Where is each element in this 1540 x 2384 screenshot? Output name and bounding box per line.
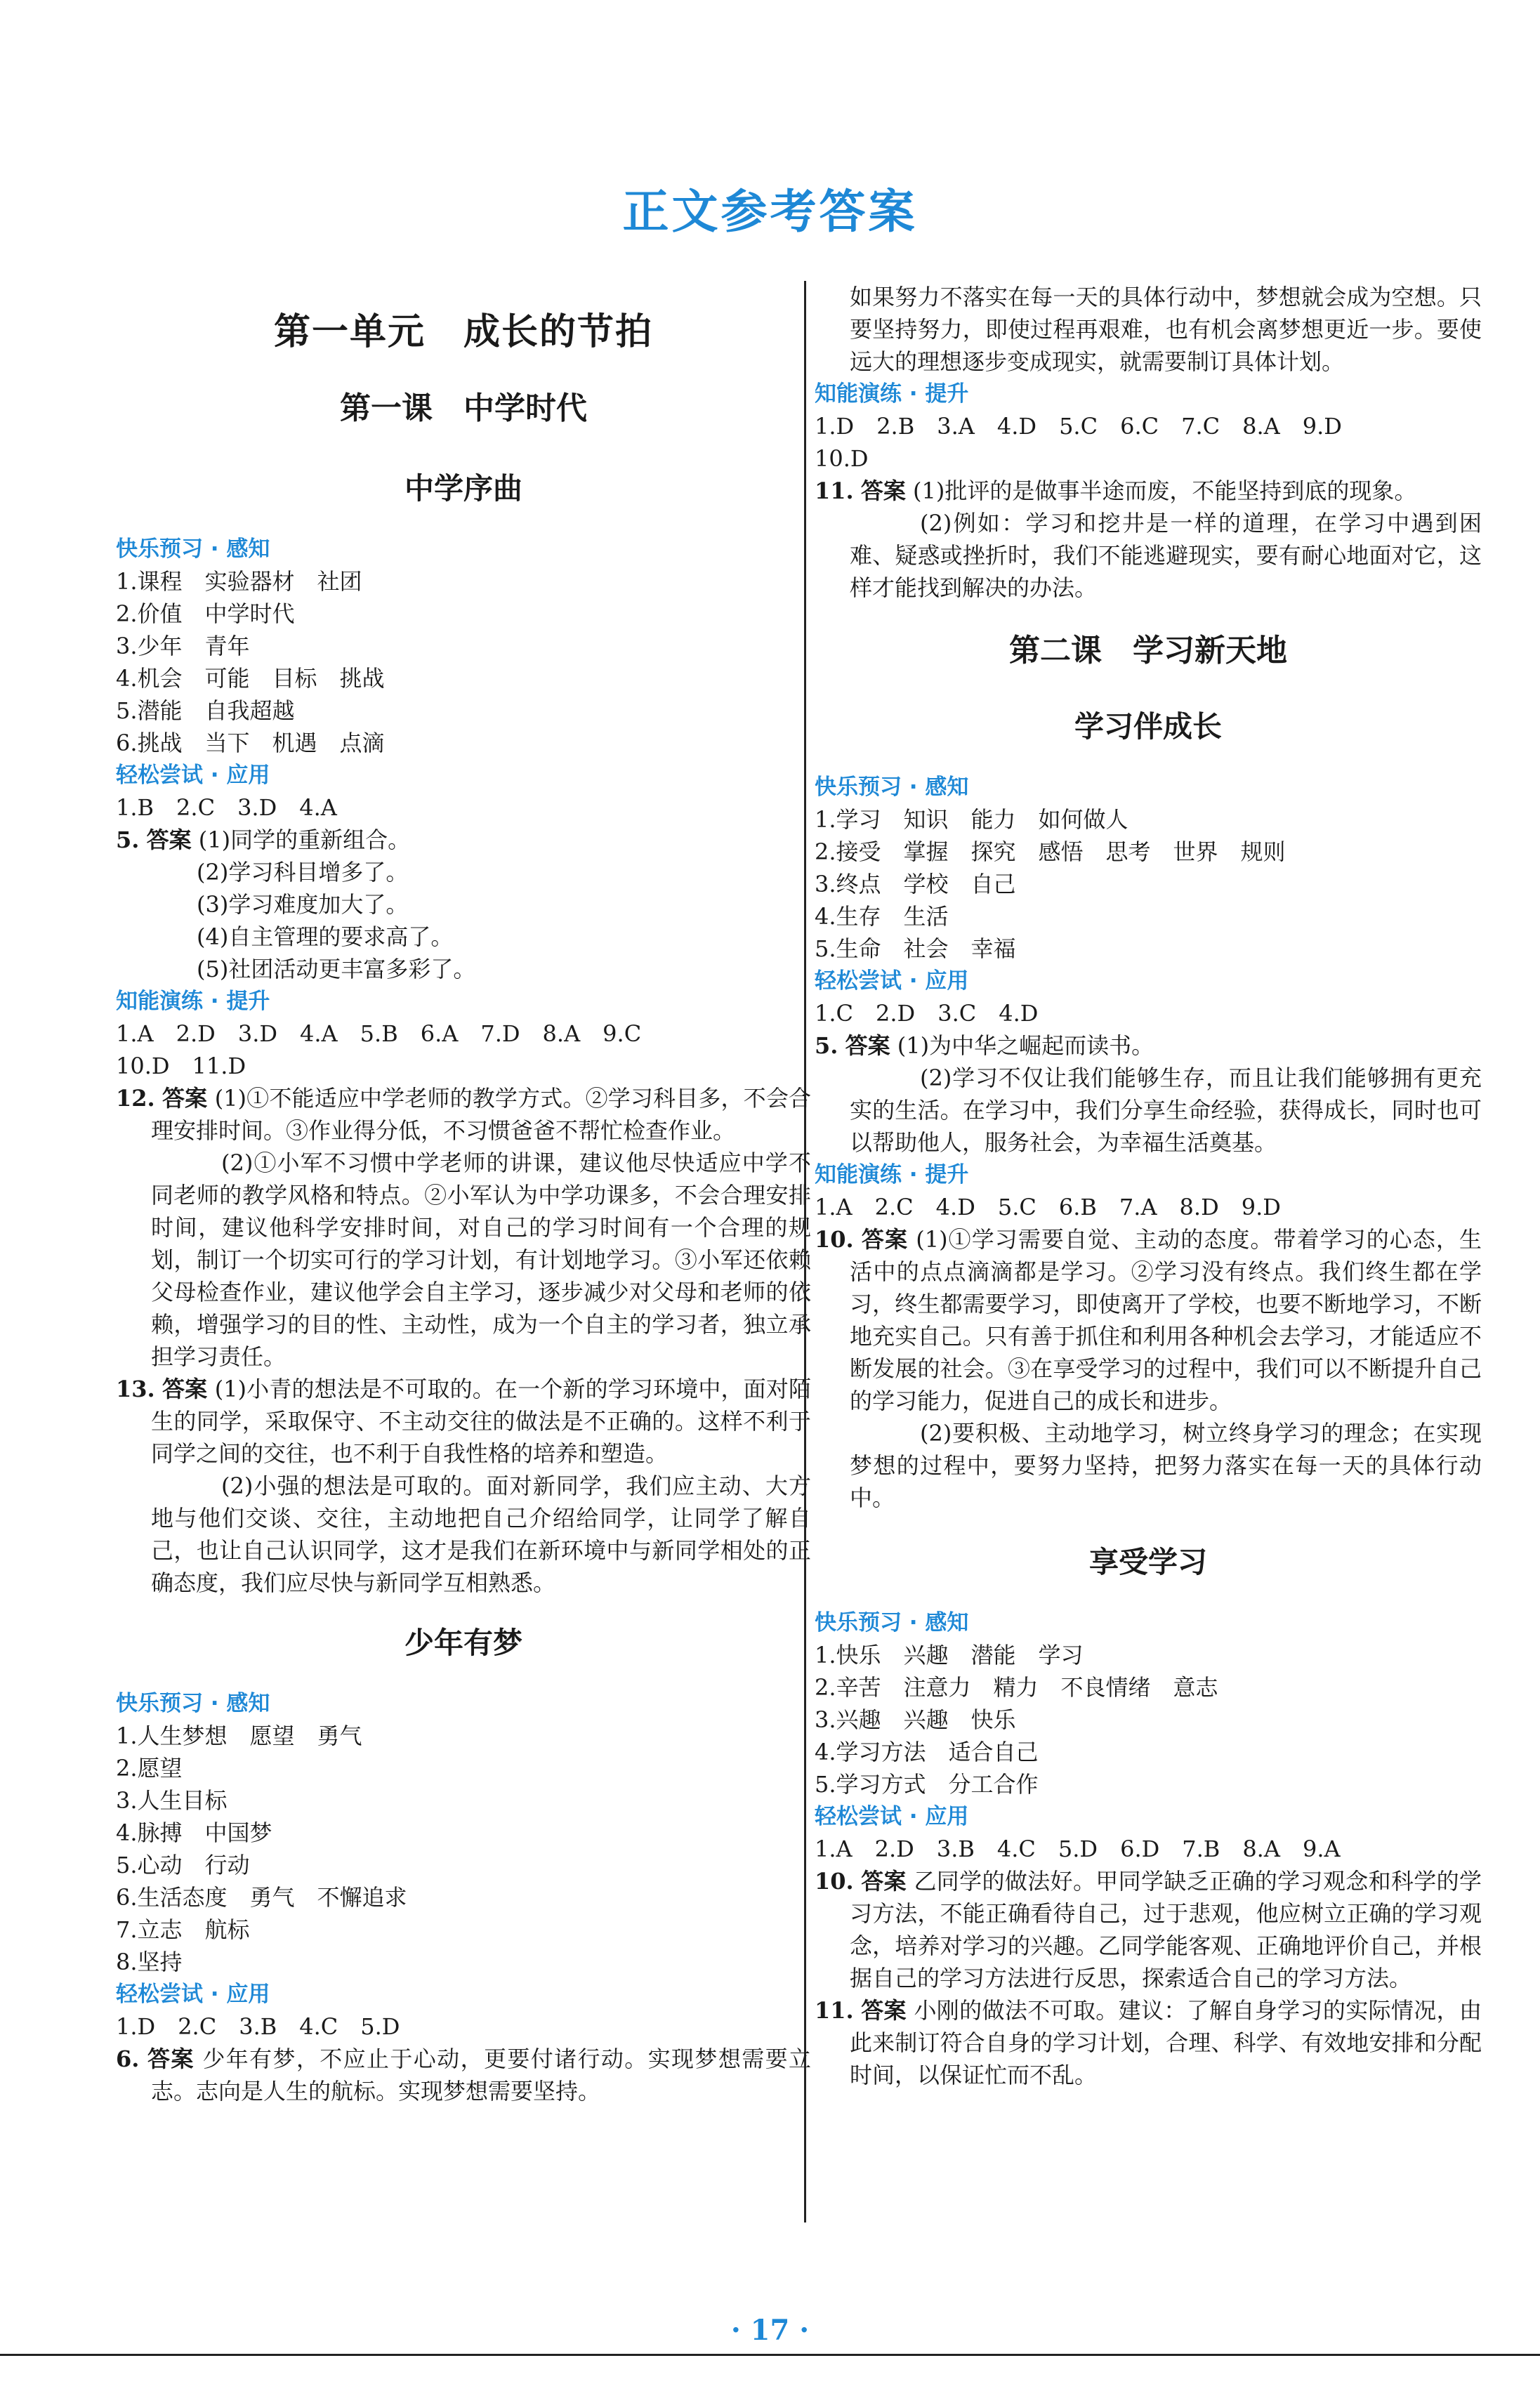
answer-line: 4.脉搏 中国梦 [116, 1819, 272, 1846]
section-band: 知能演练 · 提升 [815, 1162, 969, 1187]
answer-label: 答案 [162, 1085, 208, 1112]
answer-line: 3.人生目标 [116, 1787, 228, 1814]
answer-line: 2.接受 掌握 探究 感悟 思考 世界 规则 [815, 838, 1286, 865]
answer-paragraph [815, 1029, 1482, 1062]
answer-line: 1.A 2.D 3.B 4.C 5.D 6.D 7.B 8.A 9.A [815, 1836, 1341, 1862]
answer-paragraph [815, 1223, 1482, 1417]
answer-line: 2.愿望 [116, 1755, 183, 1782]
answer-line: 10.D 11.D [116, 1053, 246, 1079]
answer-paragraph [815, 475, 1482, 507]
section-band: 快乐预习 · 感知 [116, 536, 270, 562]
footer-rule [0, 2354, 1540, 2356]
answer-line: 5.心动 行动 [116, 1852, 250, 1878]
answer-line: 1.C 2.D 3.C 4.D [815, 1000, 1039, 1027]
answer-line: 5.生命 社会 幸福 [815, 935, 1016, 962]
answer-line: 1.A 2.C 4.D 5.C 6.B 7.A 8.D 9.D [815, 1194, 1281, 1220]
question-number: 5. [815, 1032, 838, 1059]
section-title: 学习伴成长 [1074, 709, 1222, 744]
answer-text: 乙同学的做法好。甲同学缺乏正确的学习观念和科学的学习方法，不能正确看待自己，过于悲观，他应树立正确的学习观念，培养对学习的兴趣。乙同学能客观、正确地评价自己，并根据自己的学习方法进行反思，探索适合自己的学习方法。 [850, 1868, 1482, 1991]
answer-line: 1.D 2.B 3.A 4.D 5.C 6.C 7.C 8.A 9.D [815, 413, 1342, 440]
page-title: 正文参考答案 [622, 184, 918, 239]
answer-line: 4.学习方法 适合自己 [815, 1739, 1039, 1765]
answer-paragraph [815, 1994, 1482, 2091]
question-number: 5. [116, 827, 140, 853]
section-band: 快乐预习 · 感知 [815, 775, 969, 800]
section-band: 快乐预习 · 感知 [815, 1610, 969, 1635]
answer-paragraph: (2)小强的想法是可取的。面对新同学，我们应主动、大方地与他们交谈、交往，主动地把自己介绍给同学，让同学了解自己，也让自己认识同学，这才是我们在新环境中与新同学相处的正确态度，我们应尽快与新同学互相熟悉。 [151, 1473, 811, 1596]
lesson-title: 第二课 学习新天地 [1009, 633, 1287, 669]
answer-line: 5.学习方式 分工合作 [815, 1771, 1039, 1798]
lesson-title: 第一课 中学时代 [340, 390, 587, 426]
answer-text: 小刚的做法不可取。建议：了解自身学习的实际情况，由此来制订符合自身的学习计划，合理、科学、有效地安排和分配时间，以保证忙而不乱。 [850, 1997, 1482, 2088]
answer-line [116, 824, 811, 856]
answer-line: 1.D 2.C 3.B 4.C 5.D [116, 2013, 400, 2040]
answer-label: 答案 [147, 2046, 195, 2072]
answer-text: (1)①不能适应中学老师的教学方式。②学习科目多，不会合理安排时间。③作业得分低，不习惯爸爸不帮忙检查作业。 [151, 1085, 812, 1144]
question-number: 11. [815, 478, 854, 504]
answer-text: (1)同学的重新组合。 [198, 827, 411, 853]
answer-text: (1)小青的想法是不可取的。在一个新的学习环境中，面对陌生的同学，采取保守、不主动交往的做法是不正确的。这样不利于同学之间的交往，也不利于自我性格的培养和塑造。 [151, 1376, 812, 1467]
section-band: 轻松尝试 · 应用 [815, 1804, 969, 1829]
question-number: 10. [815, 1226, 854, 1253]
answer-line: (4)自主管理的要求高了。 [197, 923, 454, 950]
section-band: 知能演练 · 提升 [815, 381, 969, 407]
answer-label: 答案 [162, 1376, 208, 1402]
answer-label: 答案 [861, 1997, 907, 2024]
answer-line: 10.D [815, 445, 869, 472]
answer-text: (1)批评的是做事半途而废，不能坚持到底的现象。 [913, 478, 1417, 504]
answer-paragraph [116, 1082, 811, 1147]
answer-paragraph: (2)①小军不习惯中学老师的讲课，建议他尽快适应中学不同老师的教学风格和特点。②小军认为中学功课多，不会合理安排时间，建议他科学安排时间，对自己的学习时间有一个合理的规划，制订一个切实可行的学习计划，有计划地学习。③小军还依赖父母检查作业，建议他学会自主学习，逐步减少对父母和老师的依赖，增强学习的目的性、主动性，成为一个自主的学习者，独立承担学习责任。 [151, 1150, 811, 1370]
question-number: 12. [116, 1085, 155, 1112]
answer-paragraph: (2)例如：学习和挖井是一样的道理，在学习中遇到困难、疑惑或挫折时，我们不能逃避现实，要有耐心地面对它，这样才能找到解决的办法。 [850, 510, 1482, 601]
answer-line: 8.坚持 [116, 1949, 183, 1975]
answer-line: 1.B 2.C 3.D 4.A [116, 794, 337, 821]
answer-line: 3.终点 学校 自己 [815, 871, 1016, 897]
answer-line: 6.挑战 当下 机遇 点滴 [116, 730, 385, 756]
section-title: 享受学习 [1088, 1545, 1207, 1579]
answer-paragraph: (2)要积极、主动地学习，树立终身学习的理念；在实现梦想的过程中，要努力坚持，把努力落实在每一天的具体行动中。 [850, 1420, 1482, 1511]
answer-label: 答案 [860, 478, 906, 504]
answer-line: 7.立志 航标 [116, 1916, 250, 1943]
section-band: 轻松尝试 · 应用 [815, 968, 969, 994]
answer-paragraph [116, 1373, 811, 1470]
answer-line: (2)学习科目增多了。 [197, 859, 409, 885]
answer-line: (5)社团活动更丰富多彩了。 [197, 956, 476, 982]
section-title: 中学序曲 [404, 471, 522, 506]
answer-line: 4.生存 生活 [815, 903, 949, 930]
answer-line: 1.快乐 兴趣 潜能 学习 [815, 1642, 1084, 1668]
answer-label: 答案 [861, 1868, 907, 1895]
answer-paragraph: 如果努力不落实在每一天的具体行动中，梦想就会成为空想。只要坚持努力，即使过程再艰难，也有机会离梦想更近一步。要使远大的理想逐步变成现实，就需要制订具体计划。 [850, 284, 1482, 375]
answer-line: 1.学习 知识 能力 如何做人 [815, 806, 1128, 833]
answer-line: (3)学习难度加大了。 [197, 891, 409, 918]
answer-label: 答案 [861, 1226, 909, 1253]
question-number: 6. [116, 2046, 140, 2072]
section-band: 快乐预习 · 感知 [116, 1691, 270, 1716]
answer-line: 6.生活态度 勇气 不懈追求 [116, 1884, 407, 1911]
answer-line: 5.潜能 自我超越 [116, 697, 295, 724]
question-number: 10. [815, 1868, 854, 1895]
answer-text: (1)①学习需要自觉、主动的态度。带着学习的心态，生活中的点点滴滴都是学习。②学习没有终点。我们终生都在学习，终生都需要学习，即使离开了学校，也要不断地学习，不断地充实自己。只有善于抓住和利用各种机会去学习，才能适应不断发展的社会。③在享受学习的过程中，我们可以不断提升自己的学习能力，促进自己的成长和进步。 [850, 1226, 1482, 1414]
question-number: 13. [116, 1376, 155, 1402]
section-band: 轻松尝试 · 应用 [116, 763, 270, 788]
answer-line: 2.辛苦 注意力 精力 不良情绪 意志 [815, 1674, 1218, 1701]
answer-line: 1.人生梦想 愿望 勇气 [116, 1723, 362, 1749]
answer-line: 1.A 2.D 3.D 4.A 5.B 6.A 7.D 8.A 9.C [116, 1020, 642, 1047]
page-number: · 17 · [730, 2314, 810, 2347]
answer-paragraph [116, 2043, 811, 2107]
answer-paragraph [815, 1865, 1482, 1994]
answer-line: 3.少年 青年 [116, 633, 250, 659]
answer-line: 1.课程 实验器材 社团 [116, 568, 362, 595]
answer-paragraph: (2)学习不仅让我们能够生存，而且让我们能够拥有更充实的生活。在学习中，我们分享生命经验，获得成长，同时也可以帮助他人，服务社会，为幸福生活奠基。 [850, 1065, 1482, 1156]
section-title: 少年有梦 [404, 1626, 522, 1660]
answer-label: 答案 [845, 1032, 890, 1059]
answer-label: 答案 [146, 827, 192, 853]
answer-line: 3.兴趣 兴趣 快乐 [815, 1706, 1016, 1733]
left-column [116, 281, 811, 2107]
section-band: 轻松尝试 · 应用 [116, 1982, 270, 2007]
section-band: 知能演练 · 提升 [116, 989, 270, 1014]
answer-line: 4.机会 可能 目标 挑战 [116, 665, 385, 692]
answer-line: 2.价值 中学时代 [116, 600, 295, 627]
answer-text: (1)为中华之崛起而读书。 [897, 1032, 1154, 1059]
unit-title: 第一单元 成长的节拍 [273, 310, 653, 353]
answer-text: 少年有梦，不应止于心动，更要付诸行动。实现梦想需要立志。志向是人生的航标。实现梦想需要坚持。 [151, 2046, 811, 2105]
question-number: 11. [815, 1997, 854, 2024]
right-column [815, 281, 1482, 2091]
